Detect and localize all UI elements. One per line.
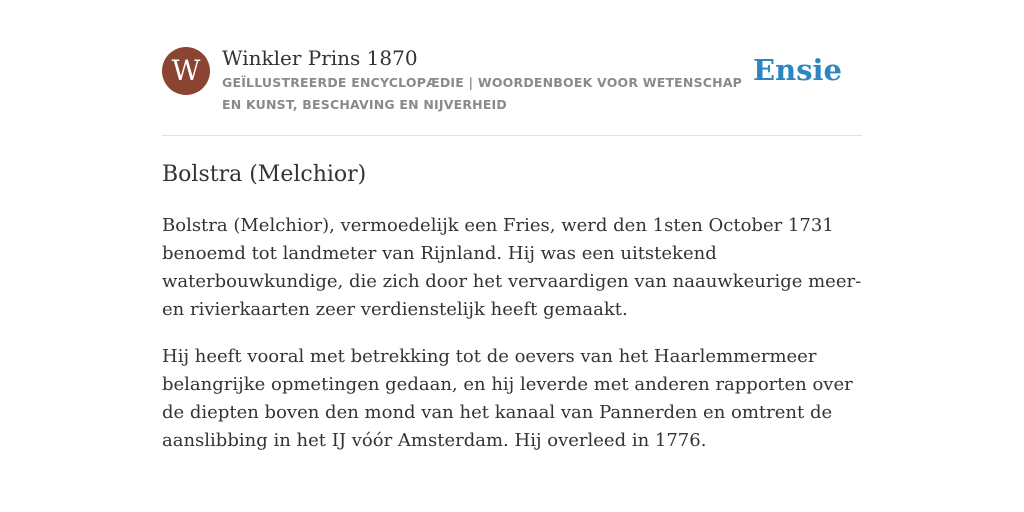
source-title[interactable]: Winkler Prins 1870 xyxy=(222,46,418,70)
source-subtitle: GEÏLLUSTREERDE ENCYCLOPÆDIE | WOORDENBOEK VOOR WETENSCHAP EN KUNST, BESCHAVING EN NIJVERHEID xyxy=(222,75,743,112)
source-avatar[interactable]: W xyxy=(162,47,210,95)
article-paragraph: Bolstra (Melchior), vermoedelijk een Fries, werd den 1sten October 1731 benoemd tot landmeter van Rijnland. Hij was een uitstekend waterbouwkundige, die zich door het vervaardigen van naauwkeurige meer- en rivierkaarten zeer verdienstelijk heeft gemaakt. xyxy=(162,215,862,320)
article-body xyxy=(162,212,862,474)
article-title: Bolstra (Melchior) xyxy=(162,162,367,187)
ensie-logo[interactable]: Ensie xyxy=(753,53,842,87)
header-divider xyxy=(162,135,862,136)
article-paragraph: Hij heeft vooral met betrekking tot de oevers van het Haarlemmermeer belangrijke opmetingen gedaan, en hij leverde met anderen rapporten over de diepten boven den mond van het kanaal van Pannerden en omtrent de aanslibbing in het IJ vóór Amsterdam. Hij overleed in 1776. xyxy=(162,346,853,451)
source-header xyxy=(162,46,862,116)
